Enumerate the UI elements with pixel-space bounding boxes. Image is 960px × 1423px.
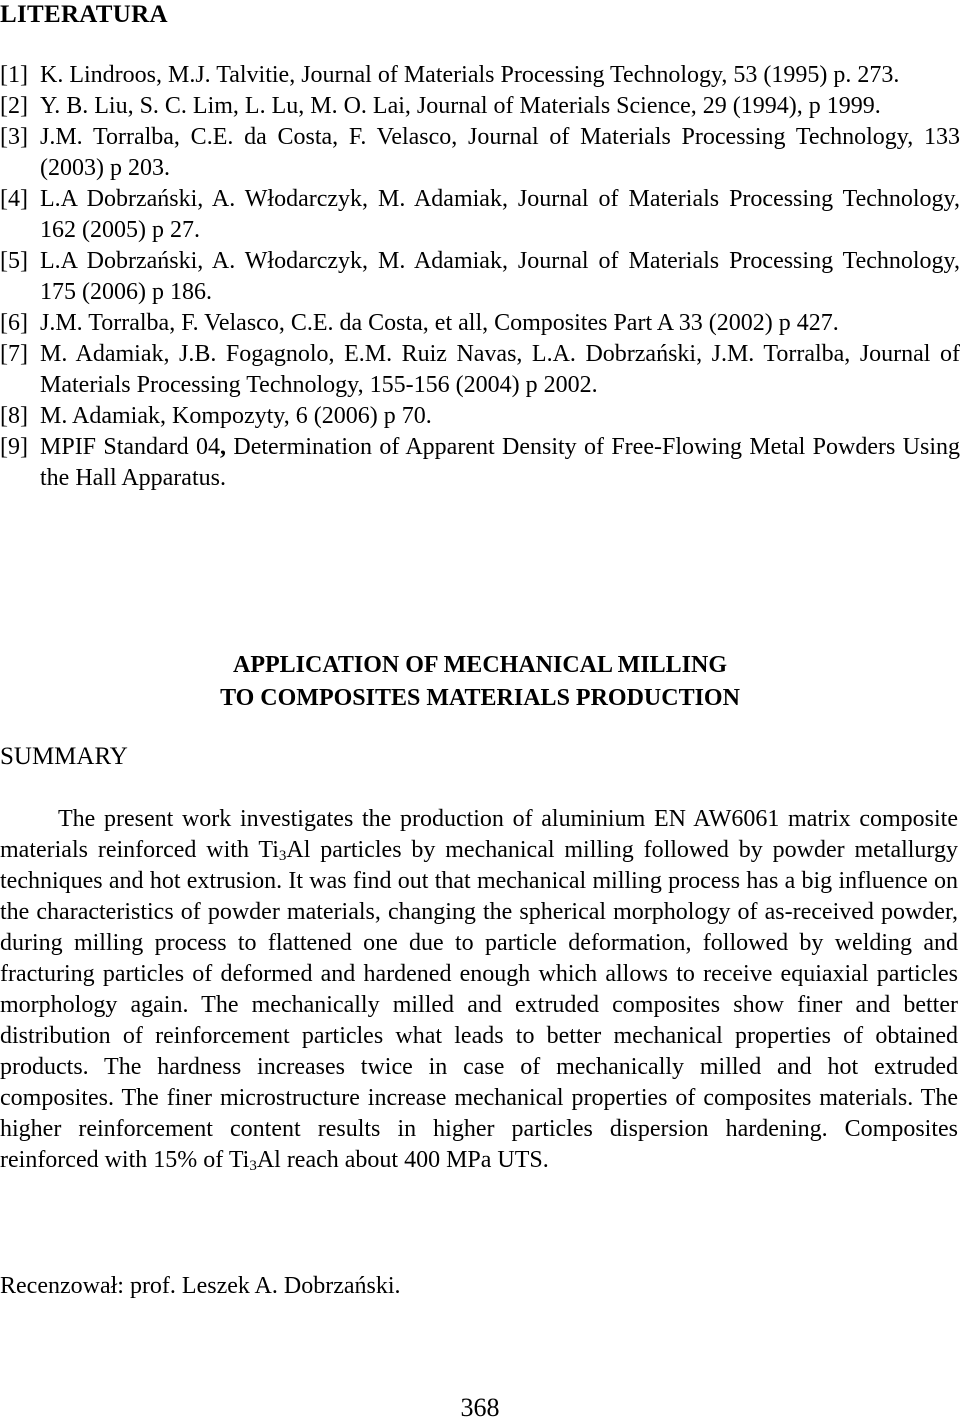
reference-text-part: MPIF Standard 04 bbox=[40, 434, 221, 460]
reference-text: J.M. Torralba, F. Velasco, C.E. da Costa, et all, Composites Part A 33 (2002) p 427. bbox=[40, 310, 839, 336]
abstract-text: The present work investigates the production of aluminium EN AW6061 matrix composite materials reinforced with Ti bbox=[0, 806, 958, 863]
reviewer-note: Recenzował: prof. Leszek A. Dobrzański. bbox=[0, 1273, 401, 1299]
abstract-paragraph bbox=[0, 804, 958, 1176]
reference-number: [8] bbox=[0, 403, 28, 429]
reference-number: [1] bbox=[0, 62, 28, 88]
paper-title bbox=[0, 649, 960, 715]
reference-text: Y. B. Liu, S. C. Lim, L. Lu, M. O. Lai, Journal of Materials Science, 29 (1994), p 1999. bbox=[40, 93, 881, 119]
subscript: 3 bbox=[249, 1158, 257, 1174]
abstract-text: Al reach about 400 MPa UTS. bbox=[256, 1147, 549, 1173]
reference-text: L.A Dobrzański, A. Włodarczyk, M. Adamiak, Journal of Materials Processing Technology, 175 (2006) p 186. bbox=[40, 248, 960, 305]
reference-item bbox=[0, 308, 960, 339]
reference-number: [7] bbox=[0, 341, 28, 367]
reference-number: [2] bbox=[0, 93, 28, 119]
reference-item bbox=[0, 401, 960, 432]
reference-item bbox=[0, 246, 960, 308]
reference-number: [4] bbox=[0, 186, 28, 212]
reference-number: [6] bbox=[0, 310, 28, 336]
reference-list bbox=[0, 60, 960, 494]
page-number: 368 bbox=[460, 1393, 500, 1422]
reference-item bbox=[0, 60, 960, 91]
reference-text: K. Lindroos, M.J. Talvitie, Journal of Materials Processing Technology, 53 (1995) p. 273. bbox=[40, 62, 900, 88]
reference-text: J.M. Torralba, C.E. da Costa, F. Velasco, Journal of Materials Processing Technology, 133 (2003) p 203. bbox=[40, 124, 960, 181]
summary-label: SUMMARY bbox=[0, 743, 128, 770]
reference-text-bold-comma: , bbox=[220, 434, 234, 460]
reference-item bbox=[0, 122, 960, 184]
reference-text: M. Adamiak, Kompozyty, 6 (2006) p 70. bbox=[40, 403, 432, 429]
reference-text-part: Determination of Apparent Density of Free-Flowing Metal Powders Using the Hall Apparatus. bbox=[40, 434, 960, 491]
subscript: 3 bbox=[278, 848, 287, 864]
reference-text: M. Adamiak, J.B. Fogagnolo, E.M. Ruiz Navas, L.A. Dobrzański, J.M. Torralba, Journal of Materials Processing Technology, 155-156 (2004) p 2002. bbox=[40, 341, 960, 398]
paper-title-line: TO COMPOSITES MATERIALS PRODUCTION bbox=[220, 685, 740, 711]
reference-item bbox=[0, 339, 960, 401]
section-heading-literatura: LITERATURA bbox=[0, 1, 168, 28]
paper-title-line: APPLICATION OF MECHANICAL MILLING bbox=[232, 652, 728, 678]
abstract-text: Al particles by mechanical milling followed by powder metallurgy techniques and hot extrusion. It was find out that mechanical milling process has a big influence on the characteristics of powder materials, changing the spherical morphology of as-received powder, during milling process to flattened one due to particle deformation, followed by welding and fracturing particles of deformed and hardened enough which allows to receive equiaxial particles morphology again. The mechanically milled and extruded composites show finer and better distribution of reinforcement particles what leads to better mechanical properties of obtained products. The hardness increases twice in case of mechanically milled and hot extruded composites. The finer microstructure increase mechanical properties of composites materials. The higher reinforcement content results in higher particles dispersion hardening. Composites reinforced with 15% of Ti bbox=[0, 837, 958, 1173]
reference-text: L.A Dobrzański, A. Włodarczyk, M. Adamiak, Journal of Materials Processing Technology, 162 (2005) p 27. bbox=[40, 186, 960, 243]
reference-item bbox=[0, 432, 960, 494]
reference-number: [3] bbox=[0, 124, 28, 150]
reference-number: [9] bbox=[0, 434, 28, 460]
reference-number: [5] bbox=[0, 248, 28, 274]
reference-item bbox=[0, 184, 960, 246]
reference-item bbox=[0, 91, 960, 122]
